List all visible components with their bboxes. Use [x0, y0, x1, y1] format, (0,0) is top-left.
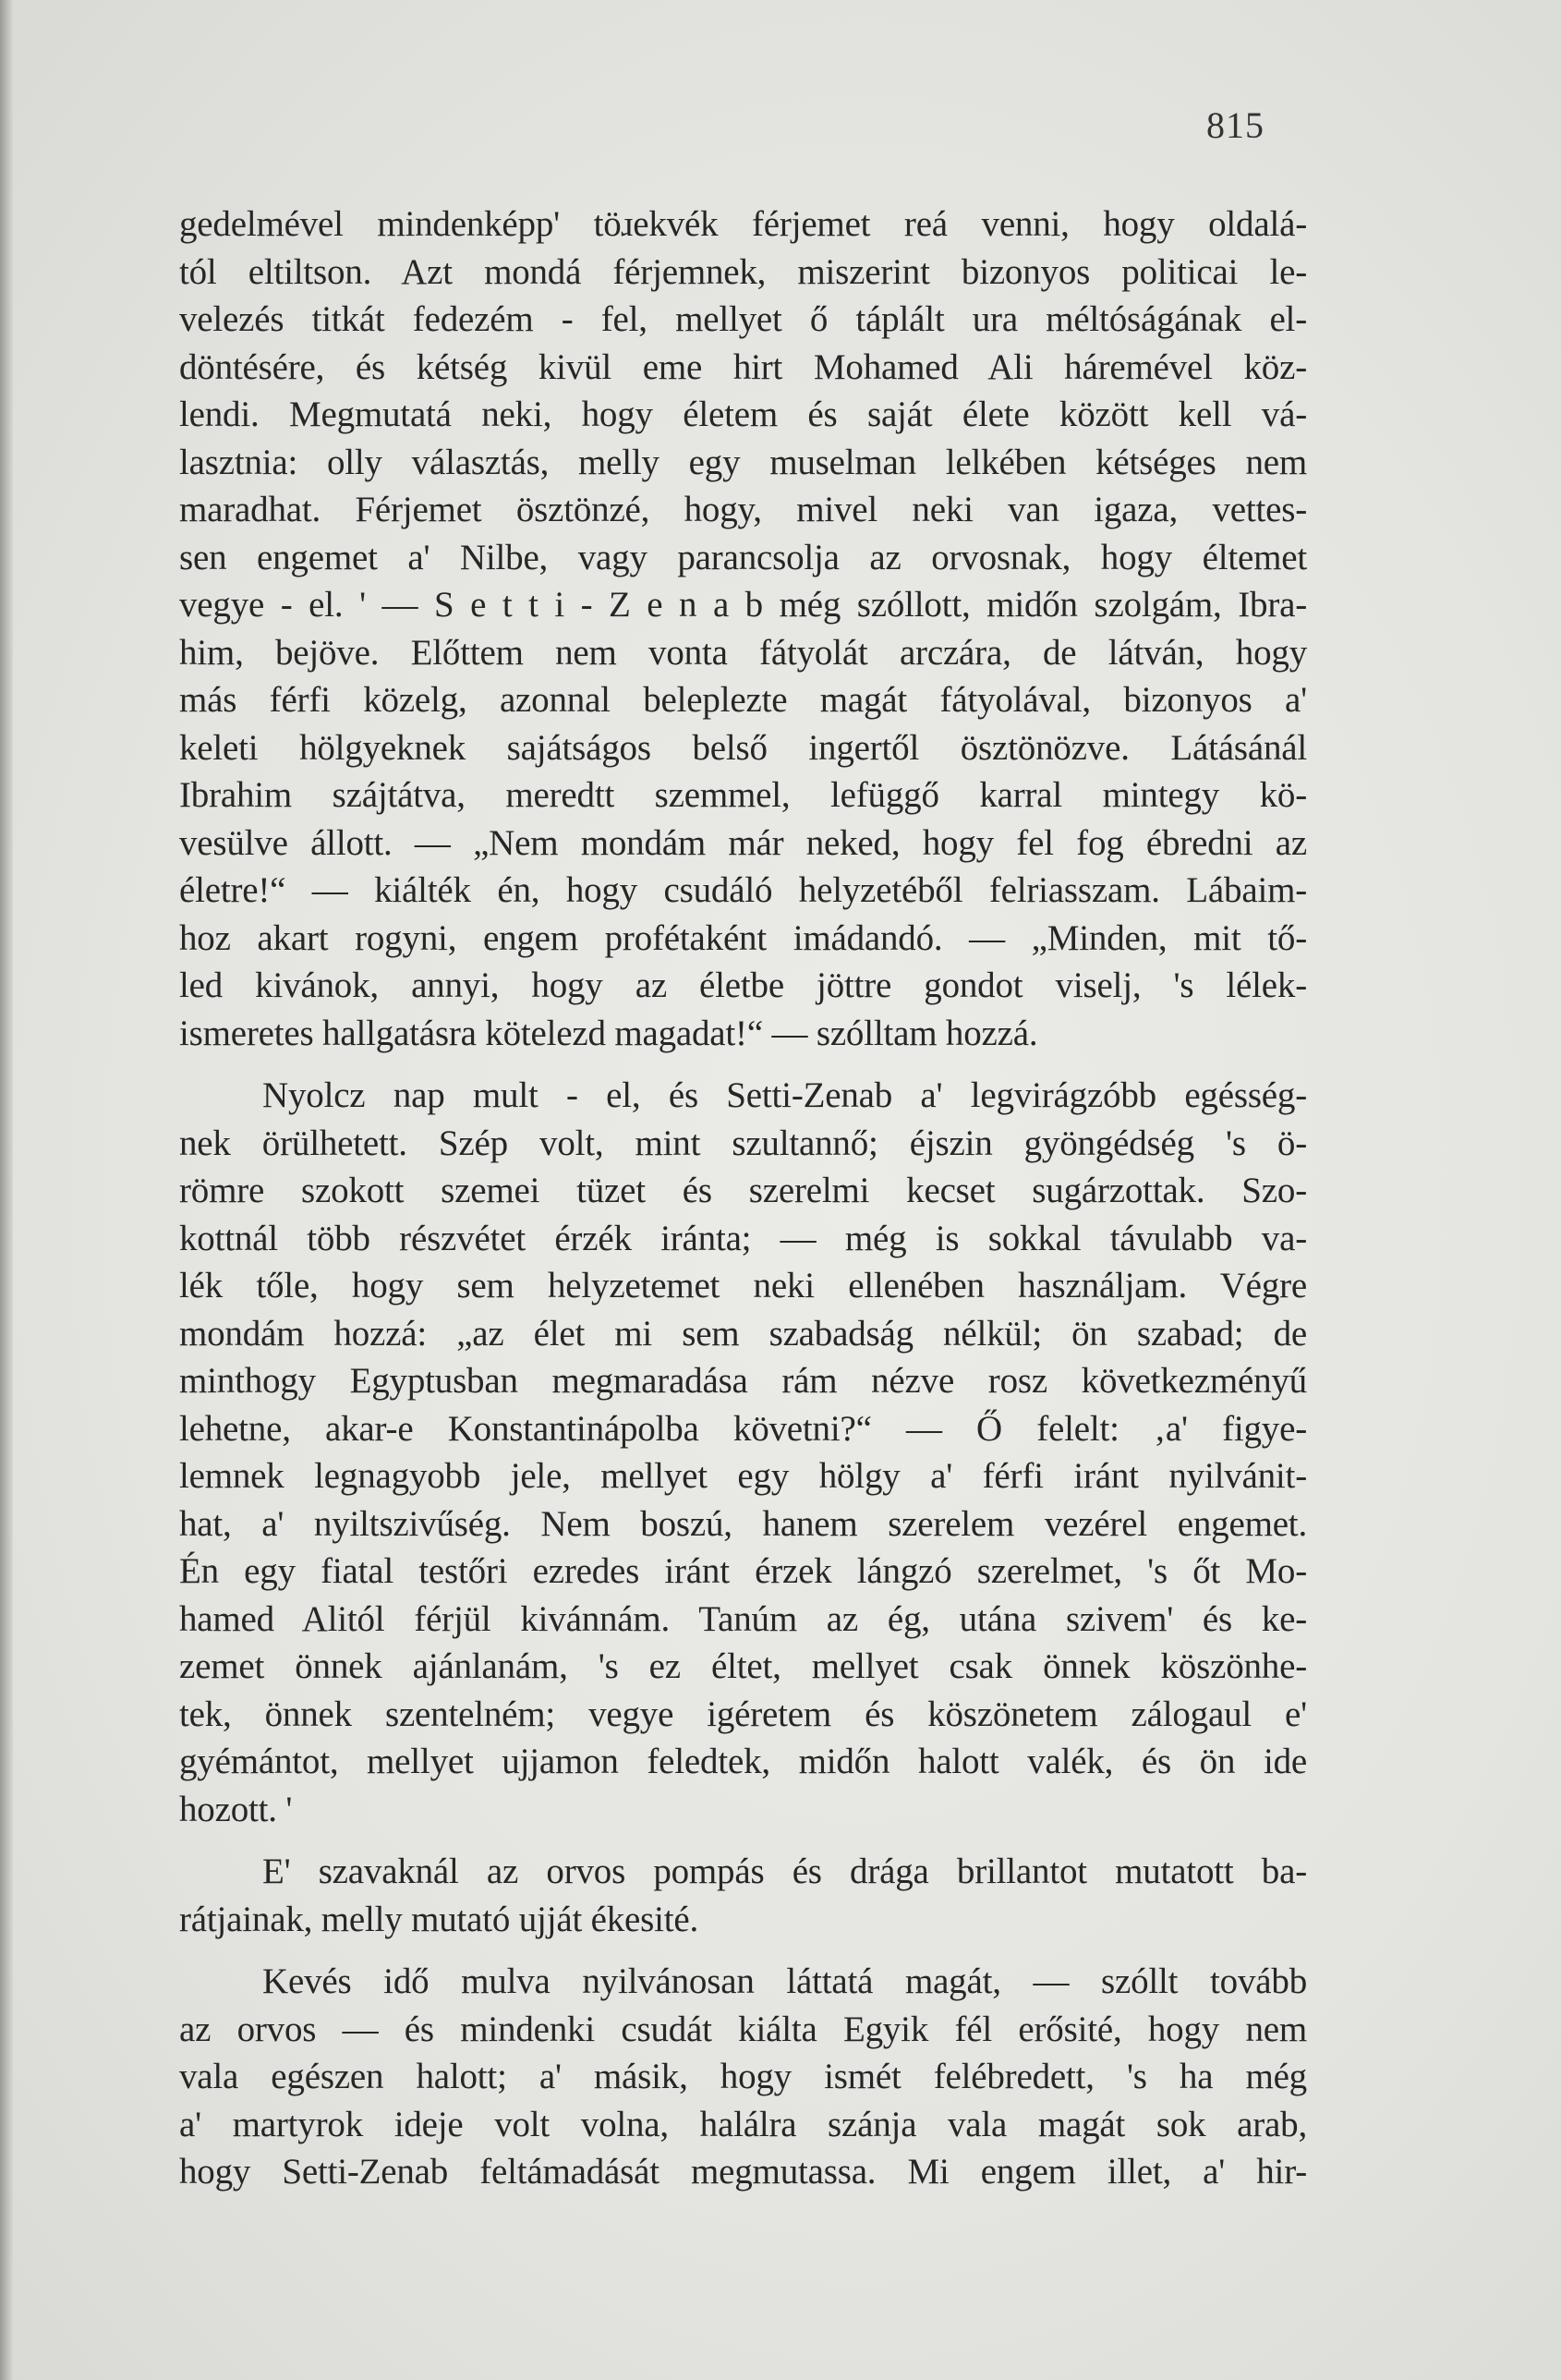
text-line: lemnek legnagyobb jele, mellyet egy hölgy a' férfi iránt nyilvánit- — [179, 1456, 1307, 1496]
page-number: 815 — [1206, 104, 1265, 146]
page-binding-shadow — [0, 0, 13, 2380]
text-line: mondám hozzá: „az élet mi sem szabadság nélkül; ön szabad; de — [179, 1313, 1307, 1354]
text-line: Nyolcz nap mult - el, és Setti-Zenab a' legvirágzóbb egésség- — [262, 1075, 1307, 1115]
text-line: led kivánok, annyi, hogy az életbe jöttre gondot viselj, 's lélek- — [179, 965, 1307, 1005]
text-line: Én egy fiatal testőri ezredes iránt érzek lángzó szerelmet, 's őt Mo- — [179, 1551, 1307, 1591]
text-line: E' szavaknál az orvos pompás és drága brillantot mutatott ba- — [262, 1852, 1307, 1891]
paragraph — [179, 1958, 1307, 2196]
text-line: gedelmével mindenképp' töɹekvék férjemet reá venni, hogy oldalá- — [179, 204, 1307, 244]
text-line: hogy Setti-Zenab feltámadását megmutassa. Mi engem illet, a' hir- — [179, 2152, 1307, 2192]
text-line: zemet önnek ajánlanám, 's ez éltet, mellyet csak önnek köszönhe- — [179, 1646, 1307, 1686]
text-line: lék tőle, hogy sem helyzetemet neki ellenében használjam. Végre — [179, 1266, 1307, 1305]
text-line: tek, önnek szentelném; vegye igéretem és köszönetem zálogaul e' — [179, 1694, 1307, 1734]
text-line: életre!“ — kiálték én, hogy csudáló helyzetéből felriasszam. Lábaim- — [179, 870, 1307, 910]
text-line: vala egészen halott; a' másik, hogy ismét felébredett, 's ha még — [179, 2057, 1307, 2096]
text-line: vesülve állott. — „Nem mondám már neked, hogy fel fog ébredni az — [179, 822, 1307, 863]
text-line: hoz akart rogyni, engem profétaként imádandó. — „Minden, mit tő- — [179, 917, 1307, 958]
text-line: Kevés idő mulva nyilvánosan láttatá magát, — szóllt tovább — [262, 1961, 1307, 2001]
text-line: hamed Alitól férjül kivánnám. Tanúm az ég, utána szivem' és ke- — [179, 1598, 1307, 1639]
text-line: römre szokott szemei tüzet és szerelmi kecset sugárzottak. Szo- — [179, 1171, 1307, 1210]
text-line: lasztnia: olly választás, melly egy muselman lelkében kétséges nem — [179, 442, 1307, 482]
text-line: hat, a' nyiltszivűség. Nem boszú, hanem szerelem vezérel engemet. — [179, 1503, 1307, 1544]
text-line: tól eltiltson. Azt mondá férjemnek, miszerint bizonyos politicai le- — [179, 251, 1307, 292]
paragraph — [179, 1848, 1307, 1943]
text-line: minthogy Egyptusban megmaradása rám nézve rosz következményű — [179, 1361, 1307, 1401]
text-line: ismeretes hallgatásra kötelezd magadat!“ — szólltam hozzá. — [179, 1013, 1038, 1053]
text-line: lendi. Megmutatá neki, hogy életem és saját élete között kell vá- — [179, 395, 1307, 434]
text-line: sen engemet a' Nilbe, vagy parancsolja az orvosnak, hogy éltemet — [179, 537, 1307, 577]
text-line: nek örülhetett. Szép volt, mint szultannő; éjszin gyöngédség 's ö- — [179, 1123, 1307, 1163]
text-line: vegye - el. ' — S e t t i - Z e n a b még szóllott, midőn szolgám, Ibra- — [179, 585, 1307, 625]
text-line: him, bejöve. Előttem nem vonta fátyolát arczára, de látván, hogy — [179, 632, 1307, 673]
text-line: döntésére, és kétség kivül eme hirt Mohamed Ali háremével köz- — [179, 346, 1307, 387]
text-line: maradhat. Férjemet ösztönzé, hogy, mivel neki van igaza, vettes- — [179, 490, 1307, 529]
text-line: gyémántot, mellyet ujjamon feledtek, midőn halott valék, és ön ide — [179, 1742, 1307, 1781]
text-line: velezés titkát fedezém - fel, mellyet ő táplált ura méltóságának el- — [179, 299, 1307, 339]
body-text — [179, 200, 1307, 2211]
text-line: más férfi közelg, azonnal beleplezte magát fátyolával, bizonyos a' — [179, 680, 1307, 720]
text-line: az orvos — és mindenki csudát kiálta Egyik fél erősité, hogy nem — [179, 2009, 1307, 2049]
text-line: keleti hölgyeknek sajátságos belső ingertől ösztönözve. Látásánál — [179, 727, 1307, 768]
text-line: hozott. ' — [179, 1789, 293, 1829]
text-line: kottnál több részvétet érzék iránta; — még is sokkal távulabb va- — [179, 1218, 1307, 1258]
text-line: lehetne, akar-e Konstantinápolba követni?“ — Ő felelt: ‚a' figye- — [179, 1408, 1307, 1449]
text-line: Ibrahim szájtátva, meredtt szemmel, lefüggő karral mintegy kö- — [179, 775, 1307, 815]
text-line: rátjainak, melly mutató ujját ékesité. — [179, 1899, 699, 1939]
text-line: a' martyrok ideje volt volna, halálra szánja vala magát sok arab, — [179, 2104, 1307, 2144]
paragraph — [179, 1072, 1307, 1833]
paragraph — [179, 200, 1307, 1057]
